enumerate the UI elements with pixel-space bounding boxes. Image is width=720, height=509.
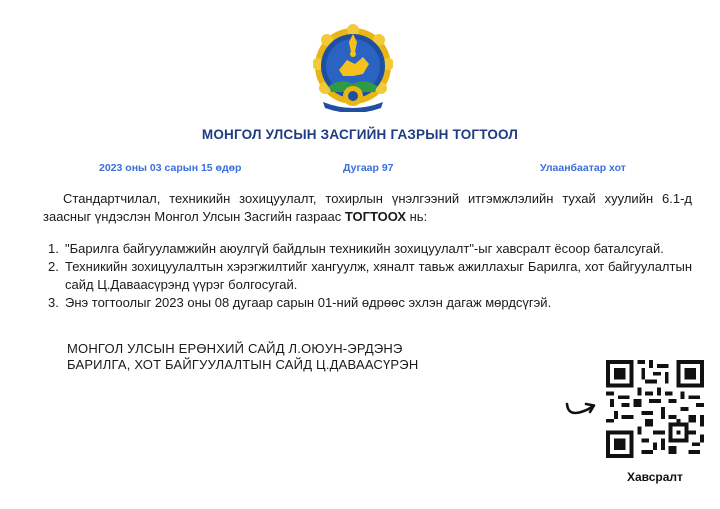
- clause-number: 3.: [48, 295, 59, 310]
- signer-prime-minister: МОНГОЛ УЛСЫН ЕРӨНХИЙ САЙД Л.ОЮУН-ЭРДЭНЭ: [67, 341, 403, 356]
- intro-tail: нь:: [406, 209, 428, 224]
- clause-item: [48, 258, 692, 294]
- signer-construction-minister: БАРИЛГА, ХОТ БАЙГУУЛАЛТЫН САЙД Ц.ДАВААСҮРЭН: [67, 357, 419, 372]
- clause-text: Энэ тогтоолыг 2023 оны 08 дугаар сарын 01-ний өдрөөс эхлэн дагаж мөрдсүгэй.: [65, 295, 552, 310]
- state-emblem-icon: [313, 24, 393, 112]
- clause-number: 1.: [48, 241, 59, 256]
- signers-block: [67, 341, 418, 373]
- curved-arrow-icon: [564, 394, 598, 420]
- clause-item: [48, 294, 692, 312]
- document-place: Улаанбаатар хот: [540, 162, 626, 174]
- attachment-label: Хавсралт: [627, 470, 683, 484]
- intro-bold-keyword: ТОГТООХ: [344, 209, 407, 224]
- document-title: МОНГОЛ УЛСЫН ЗАСГИЙН ГАЗРЫН ТОГТООЛ: [201, 127, 519, 142]
- clause-text: "Барилга байгууламжийн аюулгүй байдлын техникийн зохицуулалт"-ыг хавсралт ёсоор баталсугай.: [65, 241, 664, 256]
- clause-text: Техникийн зохицуулалтын хэрэгжилтийг хангуулж, хяналт тавьж ажиллахыг Барилга, хот байгуулалтын сайд Ц.Даваасүрэнд үүрэг болгосугай.: [65, 259, 692, 292]
- intro-paragraph: [43, 190, 692, 226]
- clause-number: 2.: [48, 259, 59, 274]
- resolution-clauses: [48, 240, 692, 312]
- clause-item: [48, 240, 692, 258]
- document-number: Дугаар 97: [343, 162, 394, 174]
- document-date: 2023 оны 03 сарын 15 өдөр: [99, 162, 242, 174]
- intro-text: Стандартчилал, техникийн зохицуулалт, тохирлын үнэлгээний итгэмжлэлийн тухай хуулийн 6.1-д заасныг үндэслэн Монгол Улсын Засгийн газраас: [43, 191, 692, 224]
- qr-code-icon[interactable]: [606, 360, 704, 458]
